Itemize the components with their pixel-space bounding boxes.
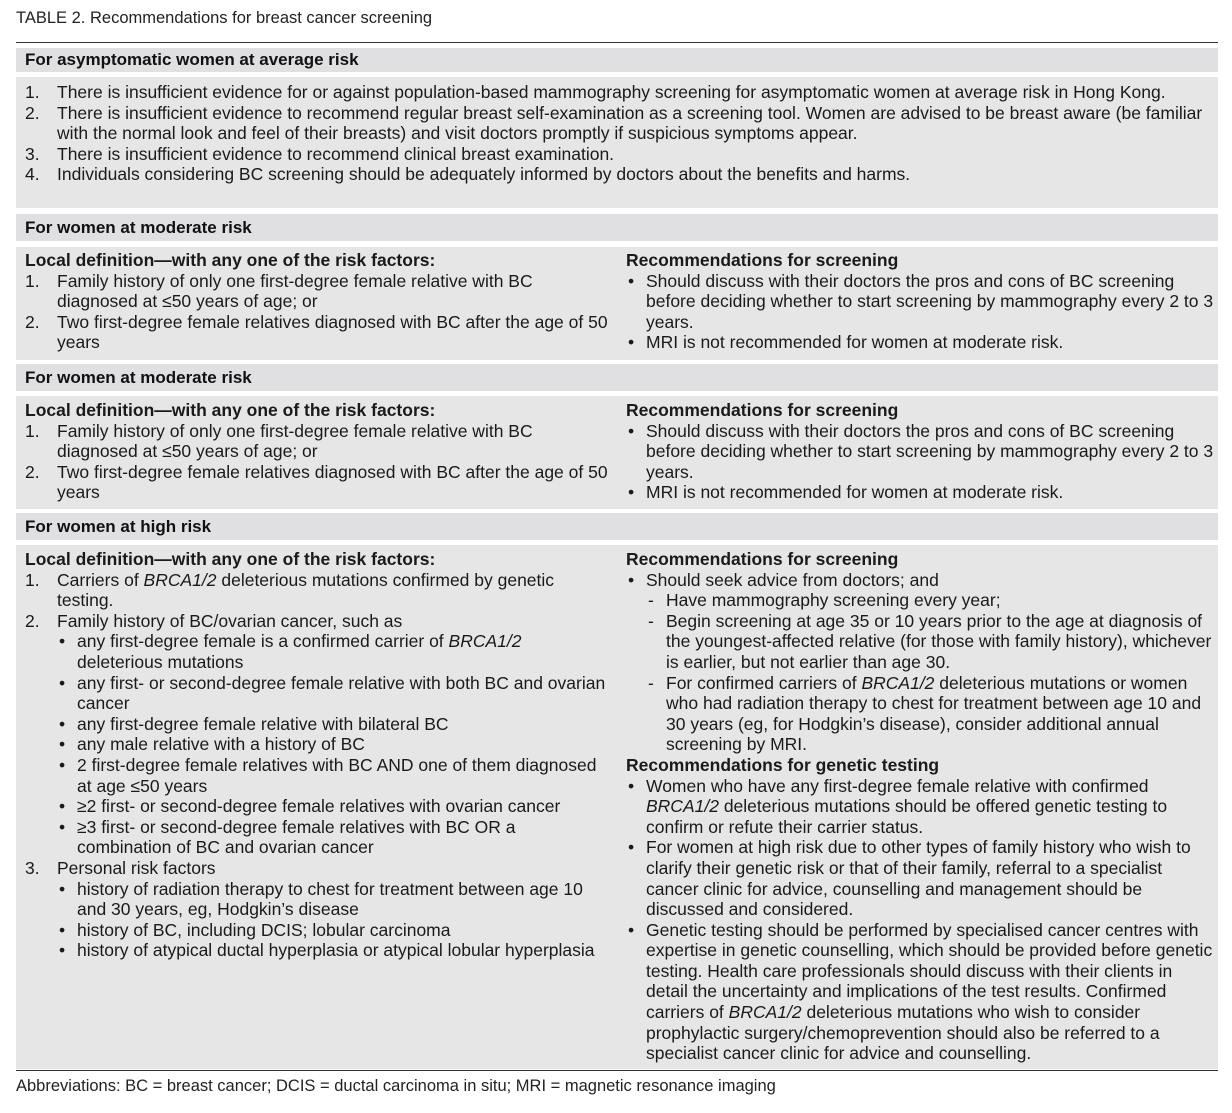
list-item: 2. There is insufficient evidence to recommend regular breast self-examination as a screening tool. Women are advised to be breast aware (be familiar with the normal look and feel of their breasts) and visit doctors promptly if suspicious symptoms appear.: [25, 102, 1203, 144]
section-heading-average: For asymptomatic women at average risk: [16, 48, 1218, 72]
section-heading-high: For women at high risk: [16, 513, 1218, 540]
sub-list-item: • any male relative with a history of BC: [59, 734, 365, 755]
section-heading-moderate-repeat: For women at moderate risk: [16, 364, 1218, 391]
recommendations-heading: Recommendations for screening: [626, 250, 899, 270]
sub-list-item: • history of radiation therapy to chest for treatment between age 10 and 30 years, eg, Hodgkin’s disease: [59, 878, 583, 920]
dash-item: - For confirmed carriers of BRCA1/2 deleterious mutations or women who had radiation therapy to chest for treatment between age 10 and 30 years (eg, for Hodgkin’s disease), consider additional annual screening by MRI.: [648, 672, 1202, 755]
list-item: 3. Personal risk factors: [25, 857, 216, 878]
definition-heading: Local definition—with any one of the risk factors:: [25, 549, 436, 569]
dash-item: - Have mammography screening every year;: [648, 590, 1001, 611]
bottom-rule: [16, 1070, 1218, 1071]
definition-heading: Local definition—with any one of the risk factors:: [25, 400, 436, 420]
sub-list-item: • ≥3 first- or second-degree female relatives with BC OR a combination of BC and ovarian cancer: [59, 816, 516, 858]
list-item: 2. Two first-degree female relatives diagnosed with BC after the age of 50 years: [25, 311, 608, 353]
table-title: TABLE 2. Recommendations for breast cancer screening: [16, 9, 433, 27]
sub-list-item: • any first- or second-degree female relative with both BC and ovarian cancer: [59, 672, 606, 714]
section-heading-moderate: For women at moderate risk: [16, 214, 1218, 241]
list-item: 1. There is insufficient evidence for or against population-based mammography screening for asymptomatic women at average risk in Hong Kong.: [25, 82, 1166, 102]
section-average-body: [16, 77, 1218, 208]
list-item: • MRI is not recommended for women at moderate risk.: [628, 332, 1064, 353]
list-item: • Should seek advice from doctors; and: [628, 569, 939, 590]
list-item: 1. Family history of only one first-degree female relative with BC diagnosed at ≤50 years of age; or: [25, 270, 533, 312]
list-item: 2. Family history of BC/ovarian cancer, such as: [25, 610, 403, 631]
section-high-body: [16, 545, 1218, 1069]
sub-list-item: • any first-degree female relative with bilateral BC: [59, 713, 449, 734]
dash-item: - Begin screening at age 35 or 10 years prior to the age at diagnosis of the youngest-affected relative (for those with family history), whichever is earlier, but not earlier than age 30.: [648, 610, 1212, 672]
list-item: • Women who have any first-degree female relative with confirmed BRCA1/2 deleterious mutations should be offered genetic testing to confirm or refute their carrier status.: [628, 775, 1168, 837]
sub-list-item: • history of BC, including DCIS; lobular carcinoma: [59, 919, 451, 940]
list-item: • Should discuss with their doctors the pros and cons of BC screening before deciding whether to start screening by mammography every 2 to 3 years.: [628, 270, 1214, 332]
footnote: Abbreviations: BC = breast cancer; DCIS = ductal carcinoma in situ; MRI = magnetic resonance imaging: [16, 1077, 776, 1095]
definition-heading: Local definition—with any one of the risk factors:: [25, 250, 436, 270]
list-item: 4. Individuals considering BC screening should be adequately informed by doctors about the benefits and harms.: [25, 164, 911, 185]
section-moderate-body: [16, 247, 1218, 360]
top-rule: [16, 42, 1218, 43]
list-item: • For women at high risk due to other types of family history who wish to clarify their genetic risk or that of their family, referral to a specialist cancer clinic for advice, counselling and management should be discussed and considered.: [628, 837, 1191, 920]
genetic-testing-heading: Recommendations for genetic testing: [626, 754, 940, 775]
sub-list-item: • any first-degree female is a confirmed carrier of BRCA1/2 deleterious mutations: [59, 631, 522, 672]
list-item: • MRI is not recommended for women at moderate risk.: [628, 482, 1064, 503]
list-item: 3. There is insufficient evidence to recommend clinical breast examination.: [25, 143, 615, 164]
sub-list-item: • ≥2 first- or second-degree female relatives with ovarian cancer: [59, 796, 561, 817]
sub-list-item: • 2 first-degree female relatives with BC AND one of them diagnosed at age ≤50 years: [59, 754, 597, 796]
list-item: 2. Two first-degree female relatives diagnosed with BC after the age of 50 years: [25, 461, 608, 503]
recommendations-heading: Recommendations for screening: [626, 549, 899, 569]
sub-list-item: • history of atypical ductal hyperplasia or atypical lobular hyperplasia: [59, 940, 595, 961]
list-item: 1. Family history of only one first-degree female relative with BC diagnosed at ≤50 years of age; or: [25, 420, 533, 462]
list-item: • Genetic testing should be performed by specialised cancer centres with expertise in genetic counselling, which should be provided before genetic testing. Health care professionals should discuss with their clients in detail the uncertainty and implications of the test results. Confirmed carriers of BRCA1/2 deleterious mutations who wish to consider prophylactic surgery/chemoprevention should also be referred to a specialist cancer clinic for advice and counselling.: [628, 919, 1213, 1064]
recommendations-heading: Recommendations for screening: [626, 400, 899, 420]
section-moderate-repeat-body: [16, 396, 1218, 509]
list-item: • Should discuss with their doctors the pros and cons of BC screening before deciding whether to start screening by mammography every 2 to 3 years.: [628, 420, 1214, 482]
list-item: 1. Carriers of BRCA1/2 deleterious mutations confirmed by genetic testing.: [25, 569, 555, 611]
